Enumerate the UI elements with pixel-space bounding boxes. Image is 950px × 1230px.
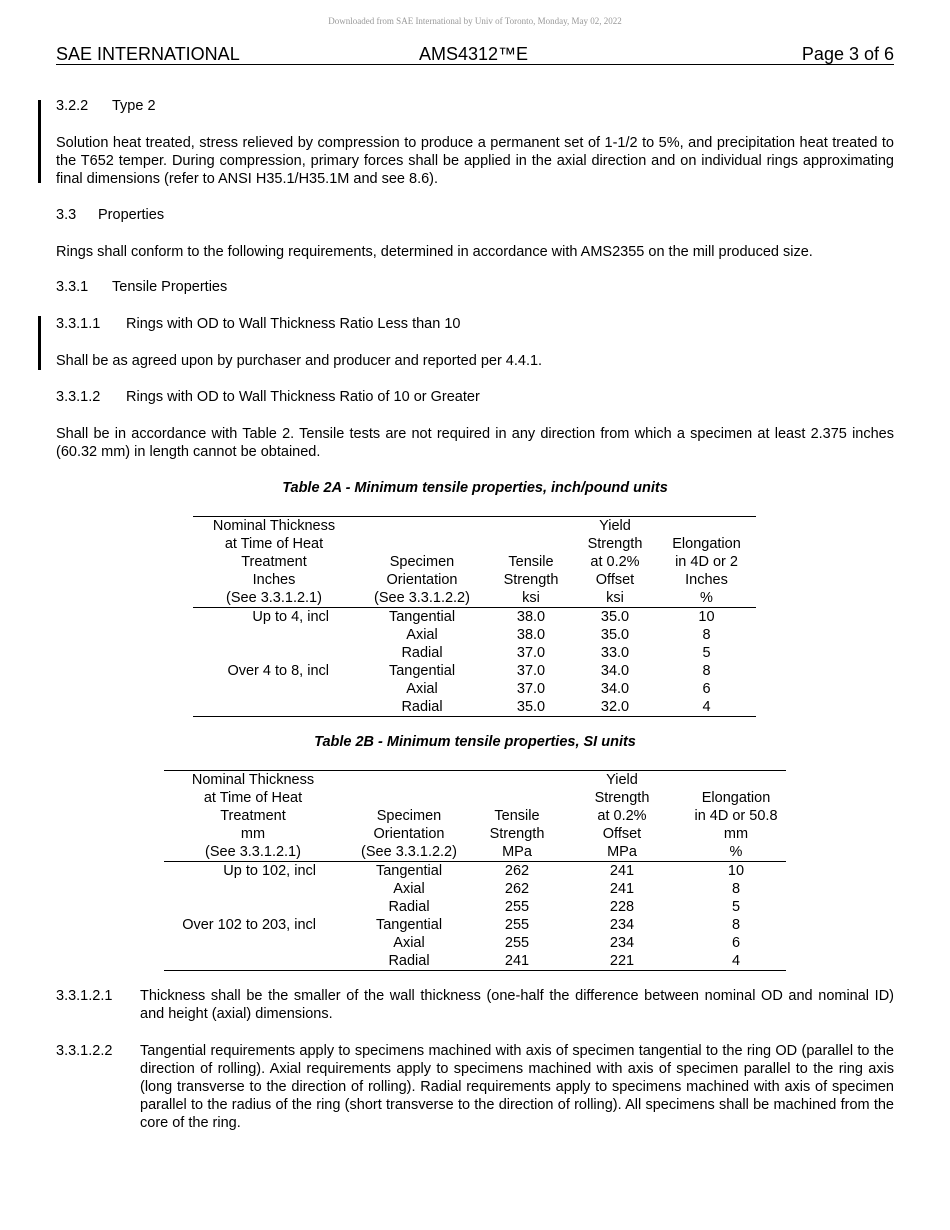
column-header-tensile: Tensile Strength ksi	[489, 517, 573, 608]
table-row: Up to 102, incl Tangential 262 241 10	[223, 863, 745, 879]
table-row: Axial 38.0 35.0 8	[406, 627, 711, 643]
table-row: Axial 37.0 34.0 6	[406, 681, 711, 697]
section-heading-3-3: 3.3 Properties	[56, 207, 165, 223]
table-row: Axial 262 241 8	[393, 881, 741, 897]
column-header-elongation: Elongation in 4D or 50.8 mm %	[686, 771, 786, 862]
table-row: Over 4 to 8, incl Tangential 37.0 34.0 8	[227, 663, 711, 679]
header-publisher: SAE INTERNATIONAL	[56, 44, 240, 64]
table-2b	[164, 770, 786, 971]
download-watermark: Downloaded from SAE International by Univ of Toronto, Monday, May 02, 2022	[328, 16, 622, 26]
column-header-elongation: Elongation in 4D or 2 Inches %	[657, 517, 756, 608]
column-header-yield: Yield Strength at 0.2% Offset MPa	[558, 771, 686, 862]
table-row: Radial 35.0 32.0 4	[193, 698, 756, 717]
table-row: Radial 241 221 4	[164, 952, 786, 971]
revision-change-bar	[38, 100, 41, 183]
table-row: Axial 255 234 6	[393, 935, 741, 951]
section-heading-3-3-1-1: 3.3.1.1 Rings with OD to Wall Thickness Ratio Less than 10	[56, 316, 461, 332]
column-header-tensile: Tensile Strength MPa	[476, 771, 558, 862]
section-text-3-2-2: Solution heat treated, stress relieved by compression to produce a permanent set of 1-1/2 to 5%, and precipitation heat treated to the T652 temper. During compression, primary forces shall be applied in the axial direction and on individual rings approximating final dimensions (refer to ANSI H35.1/H35.1M and see 8.6).	[56, 135, 894, 187]
section-text-3-3-1-2: Shall be in accordance with Table 2. Tensile tests are not required in any direction from which a specimen at least 2.375 inches (60.32 mm) in length cannot be obtained.	[56, 426, 894, 460]
page-header	[56, 44, 894, 65]
header-document-id: AMS4312™E	[419, 44, 529, 64]
column-header-thickness: Nominal Thickness at Time of Heat Treatment mm (See 3.3.1.2.1)	[164, 771, 342, 862]
table-2a	[193, 516, 756, 717]
section-heading-3-3-1: 3.3.1 Tensile Properties	[56, 279, 228, 295]
header-page-number: Page 3 of 6	[801, 44, 894, 64]
section-text-3-3-1-1: Shall be as agreed upon by purchaser and producer and reported per 4.4.1.	[56, 353, 543, 369]
section-text-3-3: Rings shall conform to the following requirements, determined in accordance with AMS2355 on the mill produced size.	[56, 244, 813, 260]
note-3-3-1-2-1: 3.3.1.2.1 Thickness shall be the smaller of the wall thickness (one-half the difference between nominal OD and nominal ID) and height (axial) dimensions.	[56, 988, 894, 1022]
table-row: Radial 255 228 5	[388, 899, 741, 915]
table-row: Radial 37.0 33.0 5	[401, 645, 711, 661]
section-heading-3-2-2: 3.2.2 Type 2	[56, 98, 156, 114]
column-header-thickness: Nominal Thickness at Time of Heat Treatment Inches (See 3.3.1.2.1)	[193, 517, 355, 608]
section-heading-3-3-1-2: 3.3.1.2 Rings with OD to Wall Thickness Ratio of 10 or Greater	[56, 389, 480, 405]
table-2a-caption: Table 2A - Minimum tensile properties, inch/pound units	[282, 480, 668, 496]
table-2b-caption: Table 2B - Minimum tensile properties, SI units	[314, 734, 636, 750]
table-row: Over 102 to 203, incl Tangential 255 234 8	[182, 917, 741, 933]
column-header-orientation: Specimen Orientation (See 3.3.1.2.2)	[342, 771, 476, 862]
column-header-orientation: Specimen Orientation (See 3.3.1.2.2)	[355, 517, 489, 608]
revision-change-bar	[38, 316, 41, 370]
column-header-yield: Yield Strength at 0.2% Offset ksi	[573, 517, 657, 608]
table-row: Up to 4, incl Tangential 38.0 35.0 10	[252, 609, 715, 625]
note-3-3-1-2-2: 3.3.1.2.2 Tangential requirements apply to specimens machined with axis of specimen tangential to the ring OD (parallel to the direction of rolling). Axial requirements apply to specimens machined with axis of specimen parallel to the ring axis (long transverse to the direction of rolling). Radial requirements apply to specimens machined with axis of specimen parallel to the radius of the ring (short transverse to the direction of rolling). All specimens shall be machined from the core of the ring.	[56, 1043, 894, 1131]
